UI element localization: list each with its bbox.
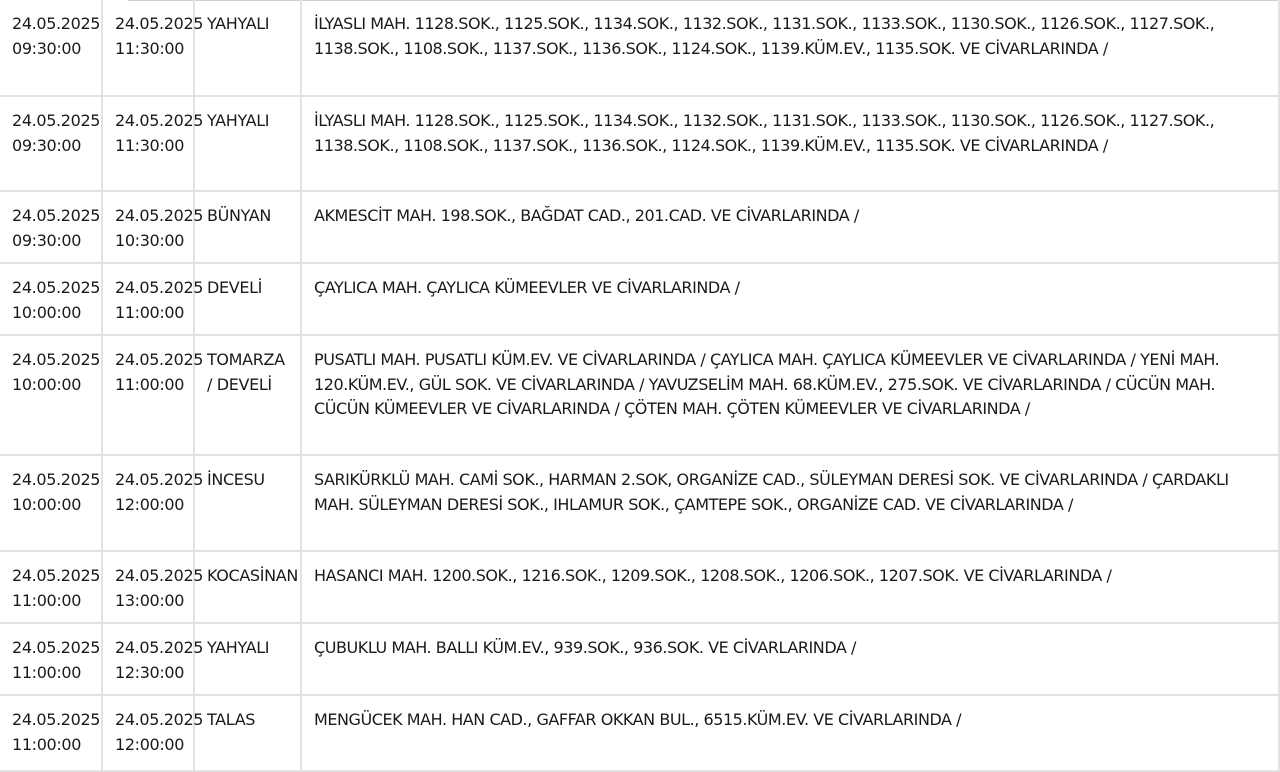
table-row — [0, 623, 1279, 695]
district: YAHYALI — [207, 111, 270, 130]
start-date: 24.05.2025 — [12, 14, 101, 33]
outage-details: ÇAYLICA MAH. ÇAYLICA KÜMEEVLER VE CİVARLARINDA / — [314, 278, 740, 297]
start-cell — [0, 455, 102, 551]
district-cell — [194, 96, 301, 191]
details-cell — [301, 551, 1279, 623]
end-date: 24.05.2025 — [115, 638, 204, 657]
start-time: 10:00:00 — [12, 302, 82, 322]
table-row — [0, 191, 1279, 263]
outage-details: MENGÜCEK MAH. HAN CAD., GAFFAR OKKAN BUL., 6515.KÜM.EV. VE CİVARLARINDA / — [314, 710, 962, 729]
table-row — [0, 695, 1279, 771]
outage-details: SARIKÜRKLÜ MAH. CAMİ SOK., HARMAN 2.SOK, ORGANİZE CAD., SÜLEYMAN DERESİ SOK. VE CİVARLARINDA / ÇARDAKLI MAH. SÜLEYMAN DERESİ SOK., IHLAMUR SOK., ÇAMTEPE SOK., ORGANİZE CAD. VE CİVARLARINDA / — [314, 470, 1229, 514]
district-cell — [194, 335, 301, 455]
outage-details: ÇUBUKLU MAH. BALLI KÜM.EV., 939.SOK., 936.SOK. VE CİVARLARINDA / — [314, 638, 856, 657]
end-time: 10:30:00 — [115, 230, 185, 250]
start-date: 24.05.2025 — [12, 111, 101, 130]
end-cell — [102, 335, 204, 455]
start-date: 24.05.2025 — [12, 278, 101, 297]
district-cell — [194, 551, 301, 623]
details-cell — [301, 335, 1279, 455]
start-date: 24.05.2025 — [12, 206, 101, 225]
start-time: 11:00:00 — [12, 590, 82, 610]
end-date: 24.05.2025 — [115, 14, 204, 33]
end-time: 12:00:00 — [115, 734, 185, 754]
details-cell — [301, 623, 1279, 695]
table-row — [0, 0, 1279, 96]
end-cell — [102, 455, 204, 551]
table-row — [0, 263, 1279, 335]
outage-details: İLYASLI MAH. 1128.SOK., 1125.SOK., 1134.SOK., 1132.SOK., 1131.SOK., 1133.SOK., 1130.SOK., 1126.SOK., 1127.SOK., 1138.SOK., 1108.SOK., 1137.SOK., 1136.SOK., 1124.SOK., 1139.KÜM.EV., 1135.SOK. VE CİVARLARINDA / — [314, 111, 1215, 155]
end-cell — [102, 191, 204, 263]
end-date: 24.05.2025 — [115, 350, 204, 369]
end-date: 24.05.2025 — [115, 278, 204, 297]
start-date: 24.05.2025 — [12, 566, 101, 585]
details-cell — [301, 0, 1279, 96]
end-date: 24.05.2025 — [115, 111, 204, 130]
start-time: 09:30:00 — [12, 135, 82, 155]
start-date: 24.05.2025 — [12, 470, 101, 489]
district: TALAS — [207, 710, 256, 729]
district: KOCASİNAN — [207, 566, 298, 585]
district: YAHYALI — [207, 14, 270, 33]
district-cell — [194, 263, 301, 335]
table-row — [0, 455, 1279, 551]
end-date: 24.05.2025 — [115, 470, 204, 489]
end-time: 11:00:00 — [115, 374, 185, 394]
district-cell — [194, 623, 301, 695]
table-row — [0, 335, 1279, 455]
end-time: 12:30:00 — [115, 662, 185, 682]
end-time: 12:00:00 — [115, 494, 185, 514]
start-date: 24.05.2025 — [12, 710, 101, 729]
end-date: 24.05.2025 — [115, 710, 204, 729]
end-date: 24.05.2025 — [115, 206, 204, 225]
start-time: 10:00:00 — [12, 374, 82, 394]
end-time: 13:00:00 — [115, 590, 185, 610]
start-cell — [0, 191, 102, 263]
end-cell — [102, 263, 204, 335]
end-time: 11:30:00 — [115, 38, 185, 58]
end-cell — [102, 96, 204, 191]
end-cell — [102, 623, 204, 695]
district: İNCESU — [207, 470, 265, 489]
details-cell — [301, 263, 1279, 335]
end-cell — [102, 0, 204, 96]
district: YAHYALI — [207, 638, 270, 657]
outage-details: AKMESCİT MAH. 198.SOK., BAĞDAT CAD., 201.CAD. VE CİVARLARINDA / — [314, 206, 859, 225]
outage-details: HASANCI MAH. 1200.SOK., 1216.SOK., 1209.SOK., 1208.SOK., 1206.SOK., 1207.SOK. VE CİVARLARINDA / — [314, 566, 1112, 585]
start-cell — [0, 551, 102, 623]
start-time: 09:30:00 — [12, 230, 82, 250]
start-cell — [0, 96, 102, 191]
outage-details: PUSATLI MAH. PUSATLI KÜM.EV. VE CİVARLARINDA / ÇAYLICA MAH. ÇAYLICA KÜMEEVLER VE CİVARLARINDA / YENİ MAH. 120.KÜM.EV., GÜL SOK. VE CİVARLARINDA / YAVUZSELİM MAH. 68.KÜM.EV., 275.SOK. VE CİVARLARINDA / CÜCÜN MAH. CÜCÜN KÜMEEVLER VE CİVARLARINDA / ÇÖTEN MAH. ÇÖTEN KÜMEEVLER VE CİVARLARINDA / — [314, 350, 1220, 418]
details-cell — [301, 695, 1279, 771]
district: TOMARZA / DEVELİ — [207, 350, 285, 394]
district: DEVELİ — [207, 278, 263, 297]
district-cell — [194, 695, 301, 771]
table-row — [0, 96, 1279, 191]
details-cell — [301, 191, 1279, 263]
start-date: 24.05.2025 — [12, 350, 101, 369]
table-row — [0, 551, 1279, 623]
start-time: 09:30:00 — [12, 38, 82, 58]
end-time: 11:00:00 — [115, 302, 185, 322]
details-cell — [301, 455, 1279, 551]
end-cell — [102, 551, 204, 623]
outage-details: İLYASLI MAH. 1128.SOK., 1125.SOK., 1134.SOK., 1132.SOK., 1131.SOK., 1133.SOK., 1130.SOK., 1126.SOK., 1127.SOK., 1138.SOK., 1108.SOK., 1137.SOK., 1136.SOK., 1124.SOK., 1139.KÜM.EV., 1135.SOK. VE CİVARLARINDA / — [314, 14, 1215, 58]
district-cell — [194, 0, 301, 96]
start-cell — [0, 623, 102, 695]
start-cell — [0, 0, 102, 96]
start-cell — [0, 263, 102, 335]
district-cell — [194, 191, 301, 263]
start-cell — [0, 335, 102, 455]
end-time: 11:30:00 — [115, 135, 185, 155]
district-cell — [194, 455, 301, 551]
start-time: 11:00:00 — [12, 662, 82, 682]
start-date: 24.05.2025 — [12, 638, 101, 657]
start-time: 11:00:00 — [12, 734, 82, 754]
start-cell — [0, 695, 102, 771]
end-cell — [102, 695, 204, 771]
district: BÜNYAN — [207, 206, 272, 225]
end-date: 24.05.2025 — [115, 566, 204, 585]
details-cell — [301, 96, 1279, 191]
start-time: 10:00:00 — [12, 494, 82, 514]
